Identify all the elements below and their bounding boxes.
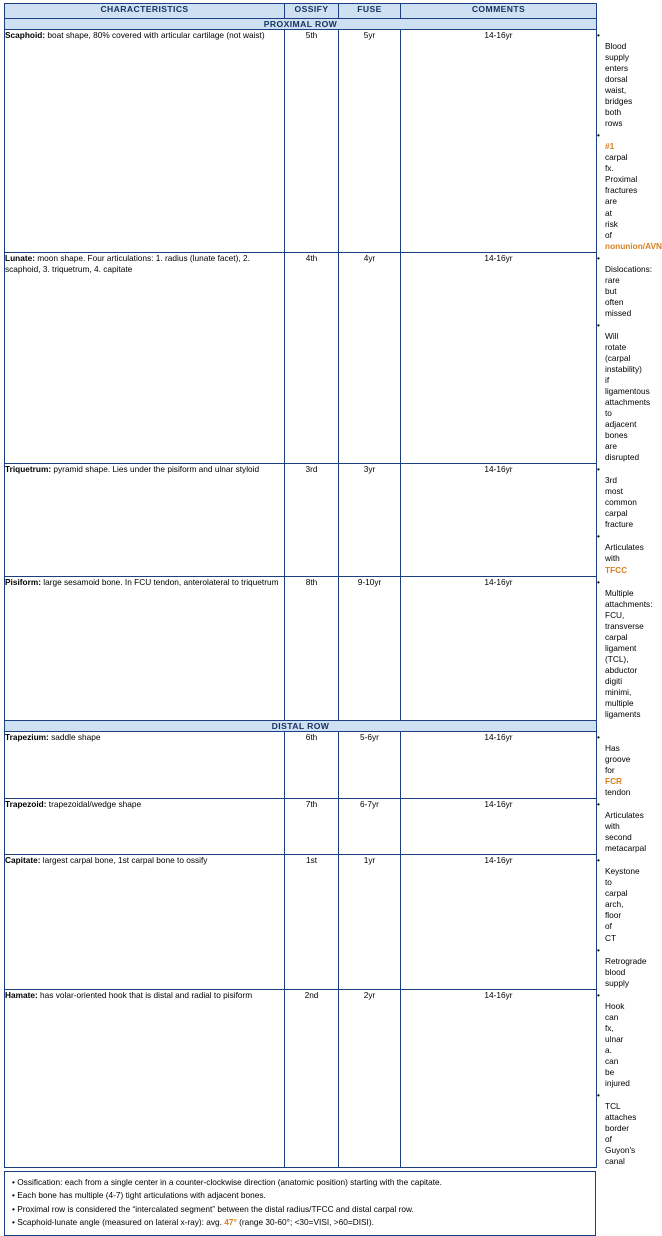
table-row bbox=[5, 989, 597, 1168]
row-ossify-order-trapezoid: 7th bbox=[285, 799, 339, 855]
bone-name: Triquetrum: bbox=[5, 464, 52, 475]
row-ossify-order-lunate: 4th bbox=[285, 252, 339, 464]
row-ossify-order-scaphoid: 5th bbox=[285, 30, 339, 253]
column-header-comments: COMMENTS bbox=[401, 4, 597, 19]
row-ossify-age-hamate: 2yr bbox=[339, 989, 401, 1168]
footnote-item: • Each bone has multiple (4-7) tight articulations with adjacent bones. bbox=[12, 1190, 266, 1201]
row-ossify-order-hamate: 2nd bbox=[285, 989, 339, 1168]
bone-desc: pyramid shape. Lies under the pisiform and ulnar styloid bbox=[51, 464, 260, 475]
bone-desc: has volar-oriented hook that is distal and radial to pisiform bbox=[37, 989, 253, 1000]
row-characteristics-hamate bbox=[5, 989, 285, 1168]
comment-highlight: TFCC bbox=[605, 564, 628, 575]
table-row bbox=[5, 855, 597, 989]
bone-name: Capitate: bbox=[5, 855, 41, 866]
row-fuse-lunate: 14-16yr bbox=[401, 252, 597, 464]
footnote-text: Ossification: each from a single center in a counter-clockwise direction (anatomic position) starting with the capitate. bbox=[17, 1177, 442, 1188]
row-characteristics-triquetrum bbox=[5, 464, 285, 576]
comment-item: • Has groove for FCR tendon bbox=[597, 731, 631, 798]
footnote-item: • Scaphoid-lunate angle (measured on lateral x-ray): avg. 47° (range 30-60°; <30=VISI, >60=DISI). bbox=[12, 1217, 374, 1227]
row-ossify-order-capitate: 1st bbox=[285, 855, 339, 989]
bone-desc: large sesamoid bone. In FCU tendon, anterolateral to triquetrum bbox=[40, 576, 279, 587]
section-header-distal-row bbox=[5, 720, 597, 731]
row-characteristics-capitate bbox=[5, 855, 285, 989]
row-ossify-age-pisiform: 9-10yr bbox=[339, 576, 401, 720]
comment-item: • Retrograde blood supply bbox=[597, 944, 647, 988]
bone-name: Pisiform: bbox=[5, 576, 41, 587]
comment-item: • Hook can fx, ulnar a. can be injured bbox=[597, 989, 630, 1088]
section-label: DISTAL ROW bbox=[5, 720, 597, 731]
table-row bbox=[5, 576, 597, 720]
table-row bbox=[5, 799, 597, 855]
row-characteristics-scaphoid bbox=[5, 30, 285, 253]
bone-desc: largest carpal bone, 1st carpal bone to ossify bbox=[40, 855, 208, 866]
bone-desc: moon shape. Four articulations: 1. radius (lunate facet), 2. scaphoid, 3. triquetrum, 4. capitate bbox=[5, 252, 250, 274]
comment-item: • 3rd most common carpal fracture bbox=[597, 464, 637, 530]
row-ossify-age-trapezium: 5-6yr bbox=[339, 731, 401, 798]
bone-name: Trapezium: bbox=[5, 731, 49, 742]
row-ossify-age-triquetrum: 3yr bbox=[339, 464, 401, 576]
table-row bbox=[5, 30, 597, 253]
row-characteristics-pisiform bbox=[5, 576, 285, 720]
header-row bbox=[5, 4, 597, 19]
footnotes-panel bbox=[4, 1171, 596, 1236]
row-characteristics-trapezoid bbox=[5, 799, 285, 855]
footnote-text: Each bone has multiple (4-7) tight articulations with adjacent bones. bbox=[17, 1190, 266, 1201]
row-fuse-triquetrum: 14-16yr bbox=[401, 464, 597, 576]
footnote-item: • Ossification: each from a single center in a counter-clockwise direction (anatomic position) starting with the capitate. bbox=[12, 1177, 442, 1188]
bone-desc: trapezoidal/wedge shape bbox=[46, 799, 142, 810]
bone-name: Hamate: bbox=[5, 989, 38, 1000]
comment-highlight: nonunion/AVN bbox=[605, 240, 662, 251]
comment-highlight: #1 bbox=[605, 141, 615, 152]
row-ossify-age-scaphoid: 5yr bbox=[339, 30, 401, 253]
table-row bbox=[5, 464, 597, 576]
comment-item: • Blood supply enters dorsal waist, bridges both rows bbox=[597, 30, 633, 129]
comment-item: • Keystone to carpal arch, floor of CT bbox=[597, 855, 640, 943]
table-row bbox=[5, 731, 597, 798]
footnote-text: Proximal row is considered the “intercalated segment” between the distal radius/TFCC and distal carpal row. bbox=[17, 1203, 414, 1214]
bone-name: Lunate: bbox=[5, 252, 35, 263]
row-fuse-scaphoid: 14-16yr bbox=[401, 30, 597, 253]
comment-item: • Dislocations: rare but often missed bbox=[597, 252, 653, 318]
comment-highlight: FCR bbox=[605, 776, 623, 787]
bone-desc: boat shape, 80% covered with articular cartilage (not waist) bbox=[45, 30, 265, 40]
bone-name: Scaphoid: bbox=[5, 30, 46, 40]
row-ossify-order-trapezium: 6th bbox=[285, 731, 339, 798]
footnote-item: • Proximal row is considered the “intercalated segment” between the distal radius/TFCC and distal carpal row. bbox=[12, 1203, 414, 1214]
table-body bbox=[5, 19, 662, 1168]
section-label: PROXIMAL ROW bbox=[5, 19, 597, 30]
row-fuse-trapezoid: 14-16yr bbox=[401, 799, 597, 855]
column-header-fuse: FUSE bbox=[339, 4, 401, 19]
comment-item: • Articulates with second metacarpal bbox=[597, 799, 647, 854]
section-header-proximal-row bbox=[5, 19, 597, 30]
carpal-bones-table bbox=[4, 3, 662, 1168]
bone-desc: saddle shape bbox=[48, 731, 101, 742]
comment-item: • Multiple attachments: FCU, transverse carpal ligament (TCL), abductor digiti minimi, multiple ligaments bbox=[597, 576, 653, 719]
comment-item: • TCL attaches border of Guyon's canal bbox=[597, 1089, 637, 1167]
comment-item: • Will rotate (carpal instability) if ligamentous attachments to adjacent bones are disrupted bbox=[597, 319, 651, 463]
row-characteristics-lunate bbox=[5, 252, 285, 464]
row-fuse-pisiform: 14-16yr bbox=[401, 576, 597, 720]
row-ossify-order-triquetrum: 3rd bbox=[285, 464, 339, 576]
table-row bbox=[5, 252, 597, 464]
column-header-characteristics: CHARACTERISTICS bbox=[5, 4, 285, 19]
bone-name: Trapezoid: bbox=[5, 799, 47, 810]
column-header-ossify: OSSIFY bbox=[285, 4, 339, 19]
row-fuse-hamate: 14-16yr bbox=[401, 989, 597, 1168]
row-ossify-age-lunate: 4yr bbox=[339, 252, 401, 464]
row-fuse-trapezium: 14-16yr bbox=[401, 731, 597, 798]
row-fuse-capitate: 14-16yr bbox=[401, 855, 597, 989]
table-header bbox=[5, 4, 597, 19]
row-characteristics-trapezium bbox=[5, 731, 285, 798]
comment-item: • Articulates with TFCC bbox=[597, 531, 644, 575]
footnote-highlight-angle: 47° bbox=[224, 1217, 237, 1227]
row-ossify-age-trapezoid: 6-7yr bbox=[339, 799, 401, 855]
row-ossify-order-pisiform: 8th bbox=[285, 576, 339, 720]
comment-item: • #1 carpal fx. Proximal fractures are at risk of nonunion/AVN bbox=[597, 130, 662, 251]
row-ossify-age-capitate: 1yr bbox=[339, 855, 401, 989]
